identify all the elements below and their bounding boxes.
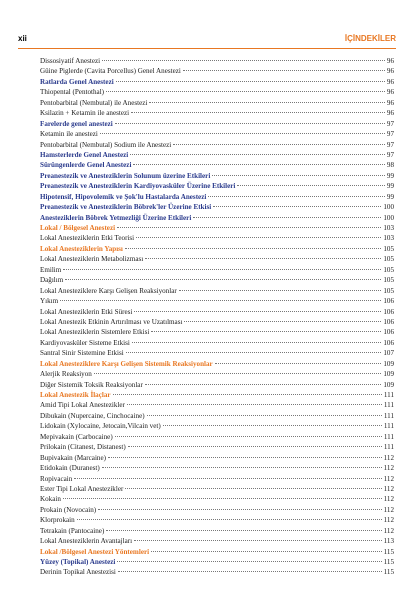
- dot-leader: [98, 509, 381, 510]
- toc-entry-title: Diğer Sistemik Toksik Reaksiyonlar: [40, 380, 143, 389]
- dot-leader: [125, 248, 381, 249]
- dot-leader: [63, 498, 382, 499]
- toc-entry[interactable]: [40, 338, 394, 348]
- toc-entry-page: 115: [383, 558, 394, 566]
- toc-entry[interactable]: [40, 98, 394, 108]
- toc-entry-page: 112: [383, 464, 394, 473]
- toc-entry-title: Ester Tipi Lokal Anestezikler: [40, 484, 124, 493]
- page-header: [18, 34, 396, 49]
- toc-entry[interactable]: [40, 494, 394, 504]
- toc-entry-page: 96: [386, 77, 394, 86]
- toc-entry-page: 105: [383, 255, 394, 264]
- toc-entry[interactable]: [40, 108, 394, 118]
- dot-leader: [65, 279, 381, 280]
- dot-leader: [151, 551, 382, 552]
- toc-entry[interactable]: [40, 77, 394, 87]
- dot-leader: [106, 530, 381, 531]
- toc-entry-title: Lokal Anesteziklere Karşı Gelişen Sistemik Reaksiyonlar: [40, 359, 213, 368]
- dot-leader: [106, 91, 385, 92]
- toc-entry-page: 106: [383, 317, 394, 326]
- toc-entry[interactable]: [40, 369, 394, 379]
- toc-entry-title: Derinin Topikal Anestezisi: [40, 568, 116, 577]
- toc-entry-title: Preanestezik ve Anesteziklerin Solunum üzerine Etkileri: [40, 171, 211, 180]
- toc-entry-title: Lokal Anesteziklerin Etki Süresi: [40, 307, 133, 316]
- toc-entry-page: 111: [383, 422, 394, 431]
- dot-leader: [151, 331, 381, 332]
- toc-entry-title: Santral Sinir Sistemine Etkisi: [40, 349, 124, 358]
- dot-leader: [115, 123, 385, 124]
- toc-entry-title: Alerjik Reaksiyon: [40, 370, 92, 379]
- toc-entry-title: Lokal Anestezik İlaçlar: [40, 391, 111, 399]
- toc-entry-page: 106: [383, 338, 394, 347]
- toc-entry[interactable]: [40, 307, 394, 317]
- toc-entry[interactable]: [40, 327, 394, 337]
- toc-entry[interactable]: [40, 140, 394, 150]
- toc-entry-title: Lokal /Bölgesel Anestezi Yöntemleri: [40, 547, 150, 556]
- toc-entry-title: Yüzey (Topikal) Anestezi: [40, 558, 116, 566]
- toc-entry[interactable]: [40, 202, 394, 212]
- toc-entry-page: 105: [383, 244, 394, 253]
- toc-entry-page: 96: [386, 88, 394, 97]
- toc-entry-title: Lokal Anesteziklerin Avantajları: [40, 537, 133, 546]
- toc-entry-title: Yıkım: [40, 297, 59, 306]
- toc-entry[interactable]: [40, 66, 394, 76]
- toc-entry-page: 97: [386, 150, 394, 159]
- toc-entry-title: Kardiyovasküler Sisteme Etkisi: [40, 338, 130, 347]
- section-title: İÇİNDEKİLER: [344, 34, 396, 43]
- dot-leader: [183, 70, 385, 71]
- toc-entry[interactable]: [40, 536, 394, 546]
- toc-entry-title: Prokain (Novocain): [40, 505, 97, 514]
- toc-entry[interactable]: [40, 453, 394, 463]
- toc-entry-page: 103: [383, 234, 394, 243]
- dot-leader: [163, 425, 382, 426]
- toc-entry-title: Lokal Anesteziklerin Yapısı: [40, 244, 123, 253]
- toc-entry-title: Lokal Anesteziklerin Etki Teorisi: [40, 234, 135, 243]
- toc-entry-title: Dibukain (Nupercaine, Cinchocaine): [40, 411, 145, 420]
- toc-entry-page: 106: [383, 307, 394, 316]
- toc-entry[interactable]: [40, 411, 394, 421]
- dot-leader: [117, 227, 381, 228]
- toc-entry[interactable]: [40, 192, 394, 202]
- dot-leader: [134, 311, 381, 312]
- toc-entry-title: Preanestezik ve Anesteziklerin Kardiyovasküler Üzerine Etkileri: [40, 182, 236, 191]
- toc-entry-page: 106: [383, 297, 394, 306]
- toc-entry-page: 105: [383, 265, 394, 274]
- toc-entry[interactable]: [40, 317, 394, 327]
- toc-entry-page: 111: [383, 391, 394, 399]
- toc-entry-page: 112: [383, 453, 394, 462]
- dot-leader: [116, 81, 385, 82]
- dot-leader: [115, 436, 382, 437]
- toc-entry-page: 111: [383, 432, 394, 441]
- toc-entry-page: 100: [383, 213, 394, 222]
- toc-entry-page: 112: [383, 484, 394, 493]
- toc-entry-title: Lokal Anestezik Etkinin Artırılması ve Uzatılması: [40, 317, 183, 326]
- toc-entry-title: Ratlarda Genel Anestezi: [40, 77, 114, 86]
- dot-leader: [60, 300, 381, 301]
- dot-leader: [133, 164, 384, 165]
- toc-entry-title: Preanestezik ve Anesteziklerin Böbrek'ler Üzerine Etkisi: [40, 203, 212, 212]
- toc-entry[interactable]: [40, 400, 394, 410]
- dot-leader: [94, 373, 382, 374]
- toc-entry[interactable]: [40, 359, 394, 369]
- toc-entry-page: 100: [383, 203, 394, 212]
- toc-entry-page: 96: [386, 98, 394, 107]
- toc-entry-title: Thiopental (Pentothal): [40, 88, 105, 97]
- toc-entry-page: 112: [383, 526, 394, 535]
- toc-entry-title: Ketamin ile anestezi: [40, 130, 98, 139]
- toc-entry-title: Kokain: [40, 495, 61, 504]
- toc-entry-title: Pentobarbital (Nembutal) Sodium ile Anestezi: [40, 140, 172, 149]
- toc-entry-title: Prilokain (Citanest, Distanest): [40, 443, 126, 452]
- toc-entry-title: Etidokain (Duranest): [40, 464, 100, 473]
- toc-entry-title: Lidokain (Xylocaine, Jetocain,Vilcain vet): [40, 422, 161, 431]
- dot-leader: [215, 363, 382, 364]
- toc-entry-title: Dağılım: [40, 276, 64, 285]
- toc-entry-page: 105: [383, 286, 394, 295]
- toc-entry-title: Pentobarbital (Nembutal) ile Anestezi: [40, 98, 148, 107]
- toc-entry[interactable]: [40, 348, 394, 358]
- dot-leader: [74, 478, 381, 479]
- dot-leader: [128, 446, 382, 447]
- toc-entry-page: 96: [386, 67, 394, 76]
- toc-entry-title: Ropivacain: [40, 474, 73, 483]
- toc-entry-page: 112: [383, 516, 394, 525]
- toc-entry-page: 111: [383, 411, 394, 420]
- toc-entry[interactable]: [40, 87, 394, 97]
- toc-entry-page: 115: [383, 547, 394, 556]
- dot-leader: [127, 404, 382, 405]
- dot-leader: [125, 488, 381, 489]
- toc-entry[interactable]: [40, 160, 394, 170]
- dot-leader: [102, 60, 385, 61]
- dot-leader: [193, 217, 381, 218]
- toc-entry[interactable]: [40, 547, 394, 557]
- dot-leader: [147, 415, 382, 416]
- dot-leader: [213, 206, 381, 207]
- toc-entry[interactable]: [40, 526, 394, 536]
- toc-entry-page: 115: [383, 568, 394, 577]
- toc-entry-page: 99: [386, 182, 394, 191]
- toc-entry[interactable]: [40, 380, 394, 390]
- toc-entry-page: 96: [386, 57, 394, 65]
- toc-entry[interactable]: [40, 119, 394, 129]
- toc-entry[interactable]: [40, 390, 394, 400]
- toc-entry-title: Bupivakain (Marcaine): [40, 453, 106, 462]
- toc-entry-page: 112: [383, 474, 394, 483]
- toc-entry-title: Ksilazin + Ketamin ile anestezi: [40, 109, 130, 118]
- toc-entry[interactable]: [40, 474, 394, 484]
- toc-entry-title: Lokal Anesteziklerin Metabolizması: [40, 255, 144, 264]
- toc-entry-title: Hamsterlerde Genel Anestezi: [40, 150, 129, 159]
- toc-entry-page: 99: [386, 171, 394, 180]
- toc-entry-page: 109: [383, 380, 394, 389]
- toc-entry[interactable]: [40, 505, 394, 515]
- page-number: xii: [18, 34, 27, 43]
- dot-leader: [130, 154, 385, 155]
- toc-entry-title: Sürüngenlerde Genel Anestezi: [40, 161, 132, 170]
- toc-entry-page: 97: [386, 140, 394, 149]
- dot-leader: [145, 384, 382, 385]
- toc-entry-title: Klorprokain: [40, 516, 75, 525]
- toc-entry[interactable]: [40, 421, 394, 431]
- toc-entry-title: Emilim: [40, 265, 62, 274]
- dot-leader: [208, 196, 385, 197]
- dot-leader: [237, 185, 385, 186]
- toc-entry[interactable]: [40, 265, 394, 275]
- dot-leader: [173, 144, 385, 145]
- dot-leader: [100, 133, 385, 134]
- toc-entry-title: Dissosiyatif Anestezi: [40, 57, 101, 65]
- toc-entry[interactable]: [40, 557, 394, 567]
- toc-entry-page: 97: [386, 130, 394, 139]
- toc-entry[interactable]: [40, 484, 394, 494]
- toc-entry-page: 109: [383, 370, 394, 379]
- table-of-contents: [40, 56, 394, 578]
- toc-entry[interactable]: [40, 254, 394, 264]
- dot-leader: [118, 571, 382, 572]
- toc-entry-title: Hipotensif, Hipovolemik ve Şok'lu Hastalarda Anestezi: [40, 192, 207, 201]
- dot-leader: [184, 321, 381, 322]
- dot-leader: [132, 342, 382, 343]
- toc-entry[interactable]: [40, 181, 394, 191]
- toc-entry[interactable]: [40, 213, 394, 223]
- dot-leader: [136, 237, 381, 238]
- toc-entry[interactable]: [40, 56, 394, 66]
- toc-entry[interactable]: [40, 223, 394, 233]
- toc-entry-page: 98: [386, 161, 394, 170]
- toc-entry-page: 112: [383, 505, 394, 514]
- toc-entry-page: 106: [383, 328, 394, 337]
- toc-entry-page: 96: [386, 109, 394, 118]
- toc-entry-title: Anesteziklerin Böbrek Yetmezliği Üzerine Etkileri: [40, 213, 192, 222]
- dot-leader: [149, 102, 385, 103]
- toc-entry-page: 113: [383, 537, 394, 546]
- toc-entry-page: 99: [386, 192, 394, 201]
- dot-leader: [117, 561, 381, 562]
- dot-leader: [179, 290, 382, 291]
- toc-entry[interactable]: [40, 567, 394, 577]
- toc-entry-title: Mepivakain (Carbocaine): [40, 432, 113, 441]
- toc-entry[interactable]: [40, 171, 394, 181]
- toc-entry[interactable]: [40, 296, 394, 306]
- toc-entry[interactable]: [40, 286, 394, 296]
- toc-entry-title: Lokal Anesteziklere Karşı Gelişen Reaksiyonlar: [40, 286, 177, 295]
- toc-entry[interactable]: [40, 129, 394, 139]
- dot-leader: [63, 269, 381, 270]
- toc-entry[interactable]: [40, 244, 394, 254]
- toc-entry-page: 111: [383, 443, 394, 452]
- toc-entry-title: Amid Tipi Lokal Anestezikler: [40, 401, 125, 410]
- dot-leader: [212, 175, 385, 176]
- toc-entry-page: 111: [383, 401, 394, 410]
- toc-entry-title: Güine Piglerde (Cavita Porcellus) Genel Anestezi: [40, 67, 181, 76]
- toc-entry-title: Tetrakain (Pantocaine): [40, 526, 105, 535]
- toc-entry[interactable]: [40, 515, 394, 525]
- dot-leader: [77, 519, 382, 520]
- toc-entry-page: 112: [383, 495, 394, 504]
- toc-entry-title: Lokal Anesteziklerin Sistemlere Etkisi: [40, 328, 150, 337]
- toc-entry-page: 107: [383, 349, 394, 358]
- toc-entry-page: 105: [383, 276, 394, 285]
- toc-entry[interactable]: [40, 463, 394, 473]
- dot-leader: [108, 457, 382, 458]
- dot-leader: [145, 258, 381, 259]
- dot-leader: [134, 540, 382, 541]
- toc-entry-page: 97: [386, 119, 394, 128]
- dot-leader: [113, 394, 382, 395]
- dot-leader: [102, 467, 382, 468]
- dot-leader: [126, 352, 382, 353]
- toc-entry-title: Farelerde genel anestezi: [40, 119, 113, 128]
- toc-entry-page: 109: [383, 359, 394, 368]
- toc-entry[interactable]: [40, 233, 394, 243]
- toc-entry[interactable]: [40, 275, 394, 285]
- toc-entry-title: Lokal / Bölgesel Anestezi: [40, 224, 116, 232]
- dot-leader: [131, 112, 385, 113]
- toc-entry[interactable]: [40, 432, 394, 442]
- toc-entry-page: 103: [383, 224, 394, 232]
- toc-entry[interactable]: [40, 442, 394, 452]
- toc-entry[interactable]: [40, 150, 394, 160]
